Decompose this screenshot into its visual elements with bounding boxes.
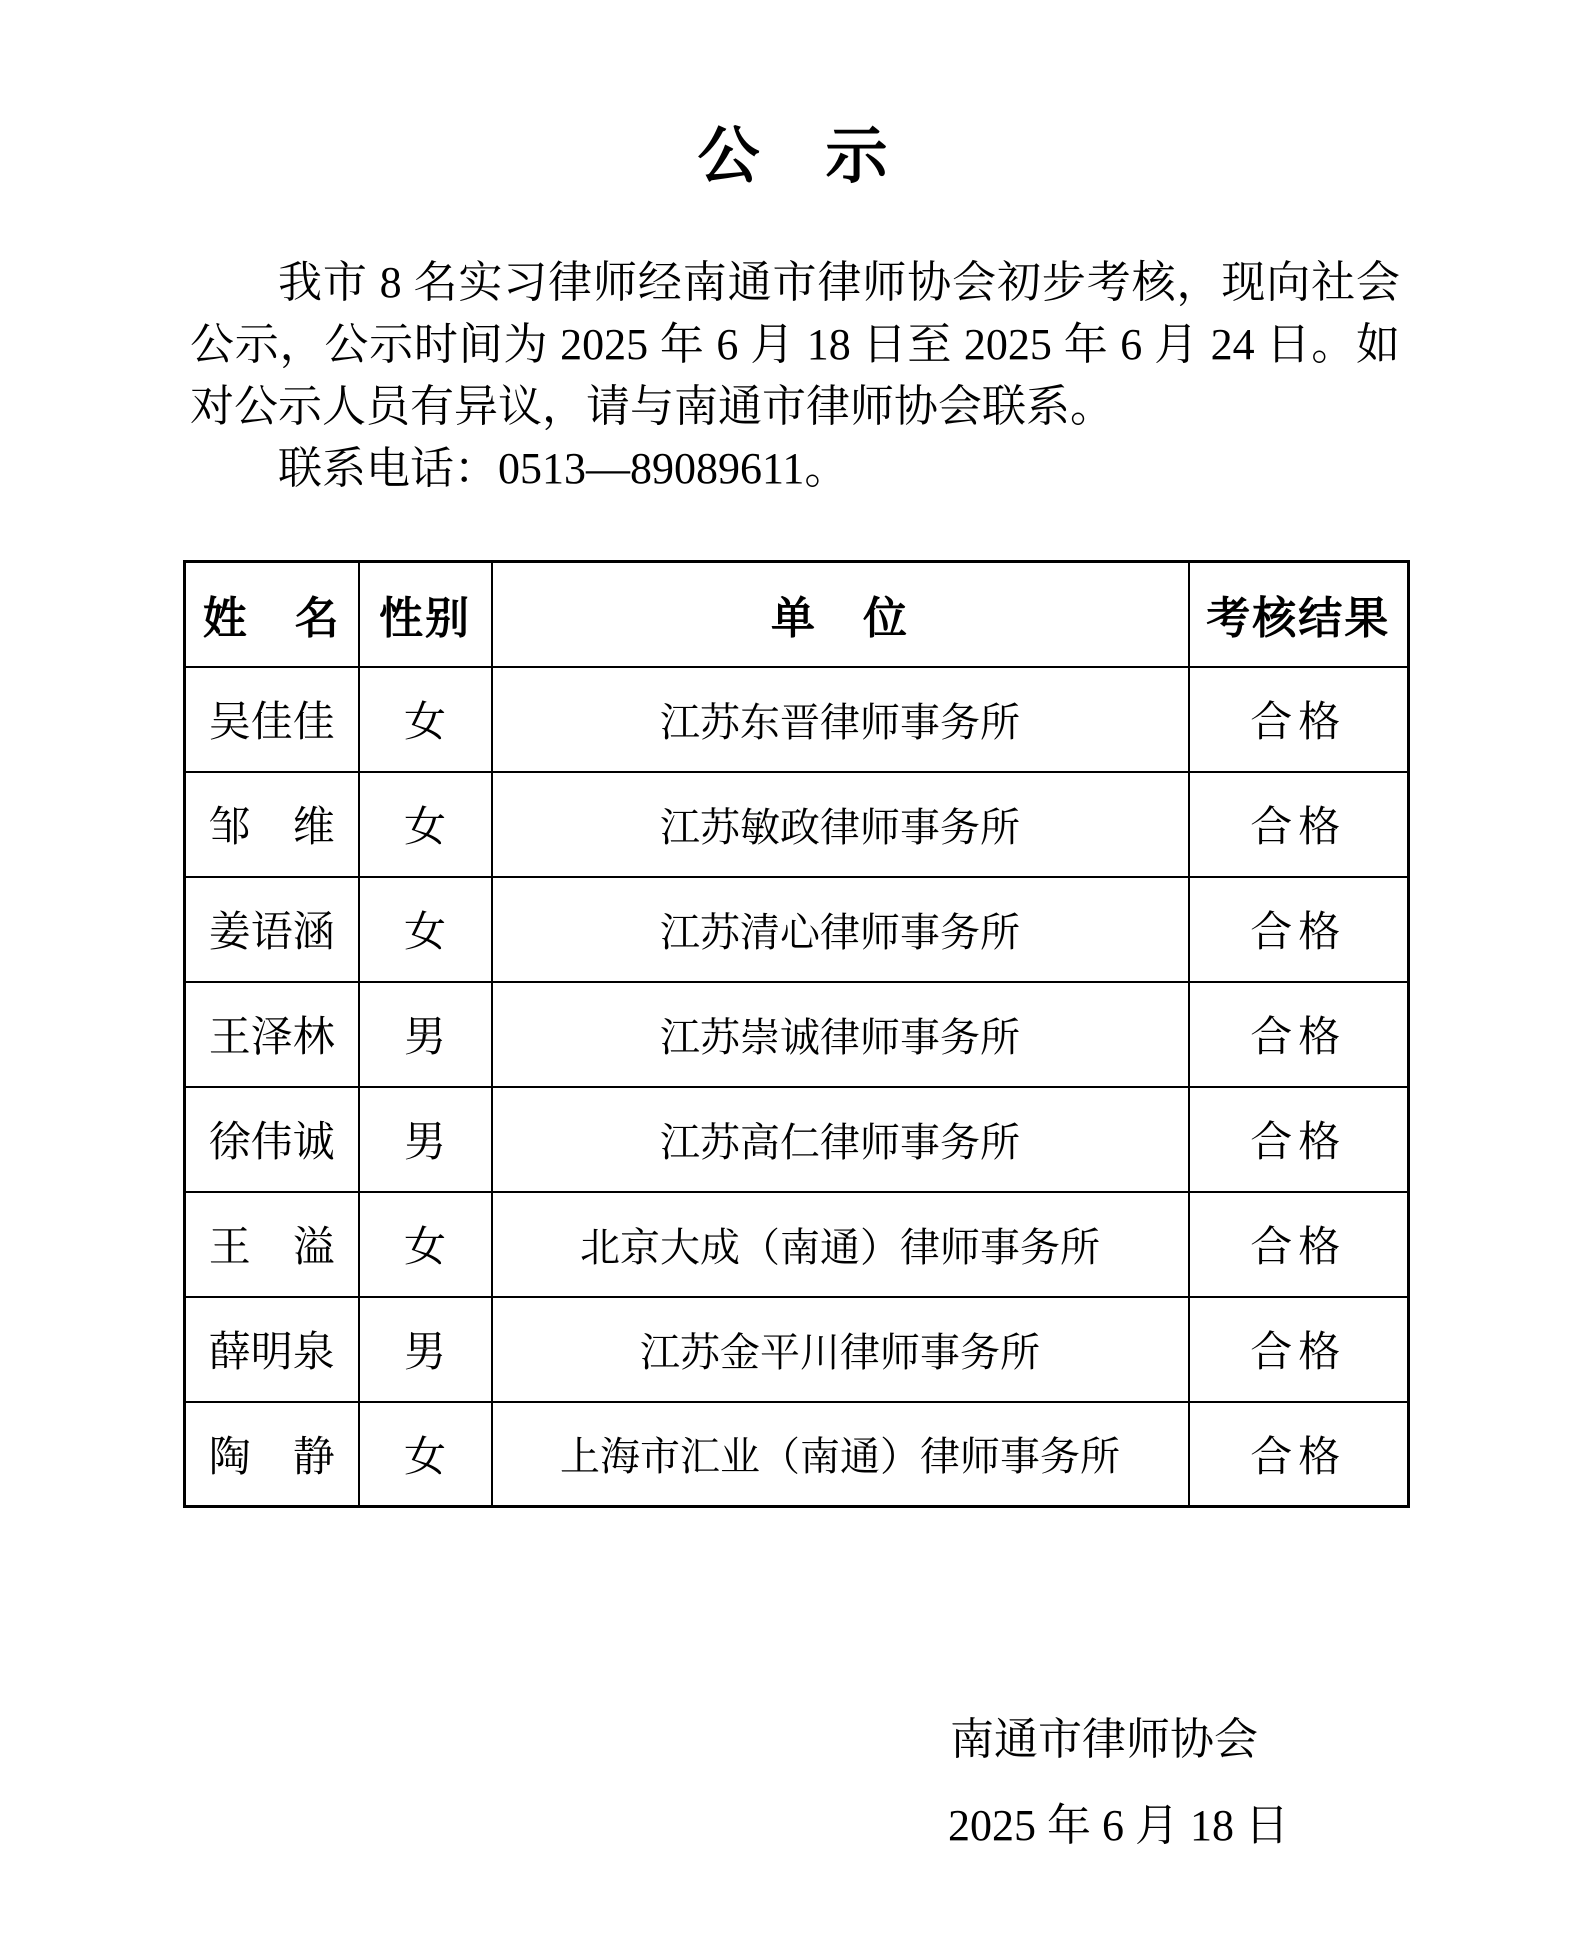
result-cell: 合格 (1189, 1297, 1409, 1402)
signature-date: 2025 年 6 月 18 日 (948, 1801, 1289, 1850)
result-cell: 合格 (1189, 877, 1409, 982)
result-cell: 合格 (1189, 1087, 1409, 1192)
col-header-gender: 性别 (359, 562, 492, 667)
col-header-name: 姓 名 (185, 562, 359, 667)
table-row (185, 982, 1409, 1087)
gender-cell: 男 (359, 982, 492, 1087)
unit-cell: 江苏高仁律师事务所 (492, 1087, 1189, 1192)
name-cell: 薛明泉 (185, 1297, 359, 1402)
table-body (185, 667, 1409, 1507)
assessment-result-table (183, 560, 1410, 1508)
result-cell: 合格 (1189, 772, 1409, 877)
gender-cell: 女 (359, 877, 492, 982)
gender-cell: 女 (359, 667, 492, 772)
signature-org: 南通市律师协会 (950, 1715, 1258, 1764)
name-cell: 徐伟诚 (185, 1087, 359, 1192)
unit-cell: 北京大成（南通）律师事务所 (492, 1192, 1189, 1297)
unit-cell: 江苏敏政律师事务所 (492, 772, 1189, 877)
col-header-result: 考核结果 (1189, 562, 1409, 667)
name-cell: 王 溢 (185, 1192, 359, 1297)
table-row (185, 1297, 1409, 1402)
name-cell: 邹 维 (185, 772, 359, 877)
name-cell: 姜语涵 (185, 877, 359, 982)
unit-cell: 江苏金平川律师事务所 (492, 1297, 1189, 1402)
gender-cell: 男 (359, 1087, 492, 1192)
gender-cell: 女 (359, 1402, 492, 1507)
table-row (185, 772, 1409, 877)
contact-line: 联系电话：0513—89089611。 (278, 444, 849, 493)
result-cell: 合格 (1189, 1402, 1409, 1507)
unit-cell: 上海市汇业（南通）律师事务所 (492, 1402, 1189, 1507)
result-cell: 合格 (1189, 667, 1409, 772)
table-header-row (185, 562, 1409, 667)
page-title: 公 示 (697, 123, 890, 191)
unit-cell: 江苏崇诚律师事务所 (492, 982, 1189, 1087)
table-row (185, 1192, 1409, 1297)
table-row (185, 667, 1409, 772)
table-row (185, 877, 1409, 982)
col-header-unit: 单 位 (492, 562, 1189, 667)
unit-cell: 江苏清心律师事务所 (492, 877, 1189, 982)
name-cell: 王泽林 (185, 982, 359, 1087)
result-cell: 合格 (1189, 1192, 1409, 1297)
notice-body (190, 252, 1400, 500)
table-row (185, 1402, 1409, 1507)
result-cell: 合格 (1189, 982, 1409, 1087)
intro-paragraph: 我市 8 名实习律师经南通市律师协会初步考核，现向社会公示，公示时间为 2025 年 6 月 18 日至 2025 年 6 月 24 日。如对公示人员有异议，请与南通市律师协会联系。 (190, 258, 1400, 431)
unit-cell: 江苏东晋律师事务所 (492, 667, 1189, 772)
gender-cell: 女 (359, 772, 492, 877)
name-cell: 陶 静 (185, 1402, 359, 1507)
gender-cell: 女 (359, 1192, 492, 1297)
name-cell: 吴佳佳 (185, 667, 359, 772)
table-row (185, 1087, 1409, 1192)
gender-cell: 男 (359, 1297, 492, 1402)
